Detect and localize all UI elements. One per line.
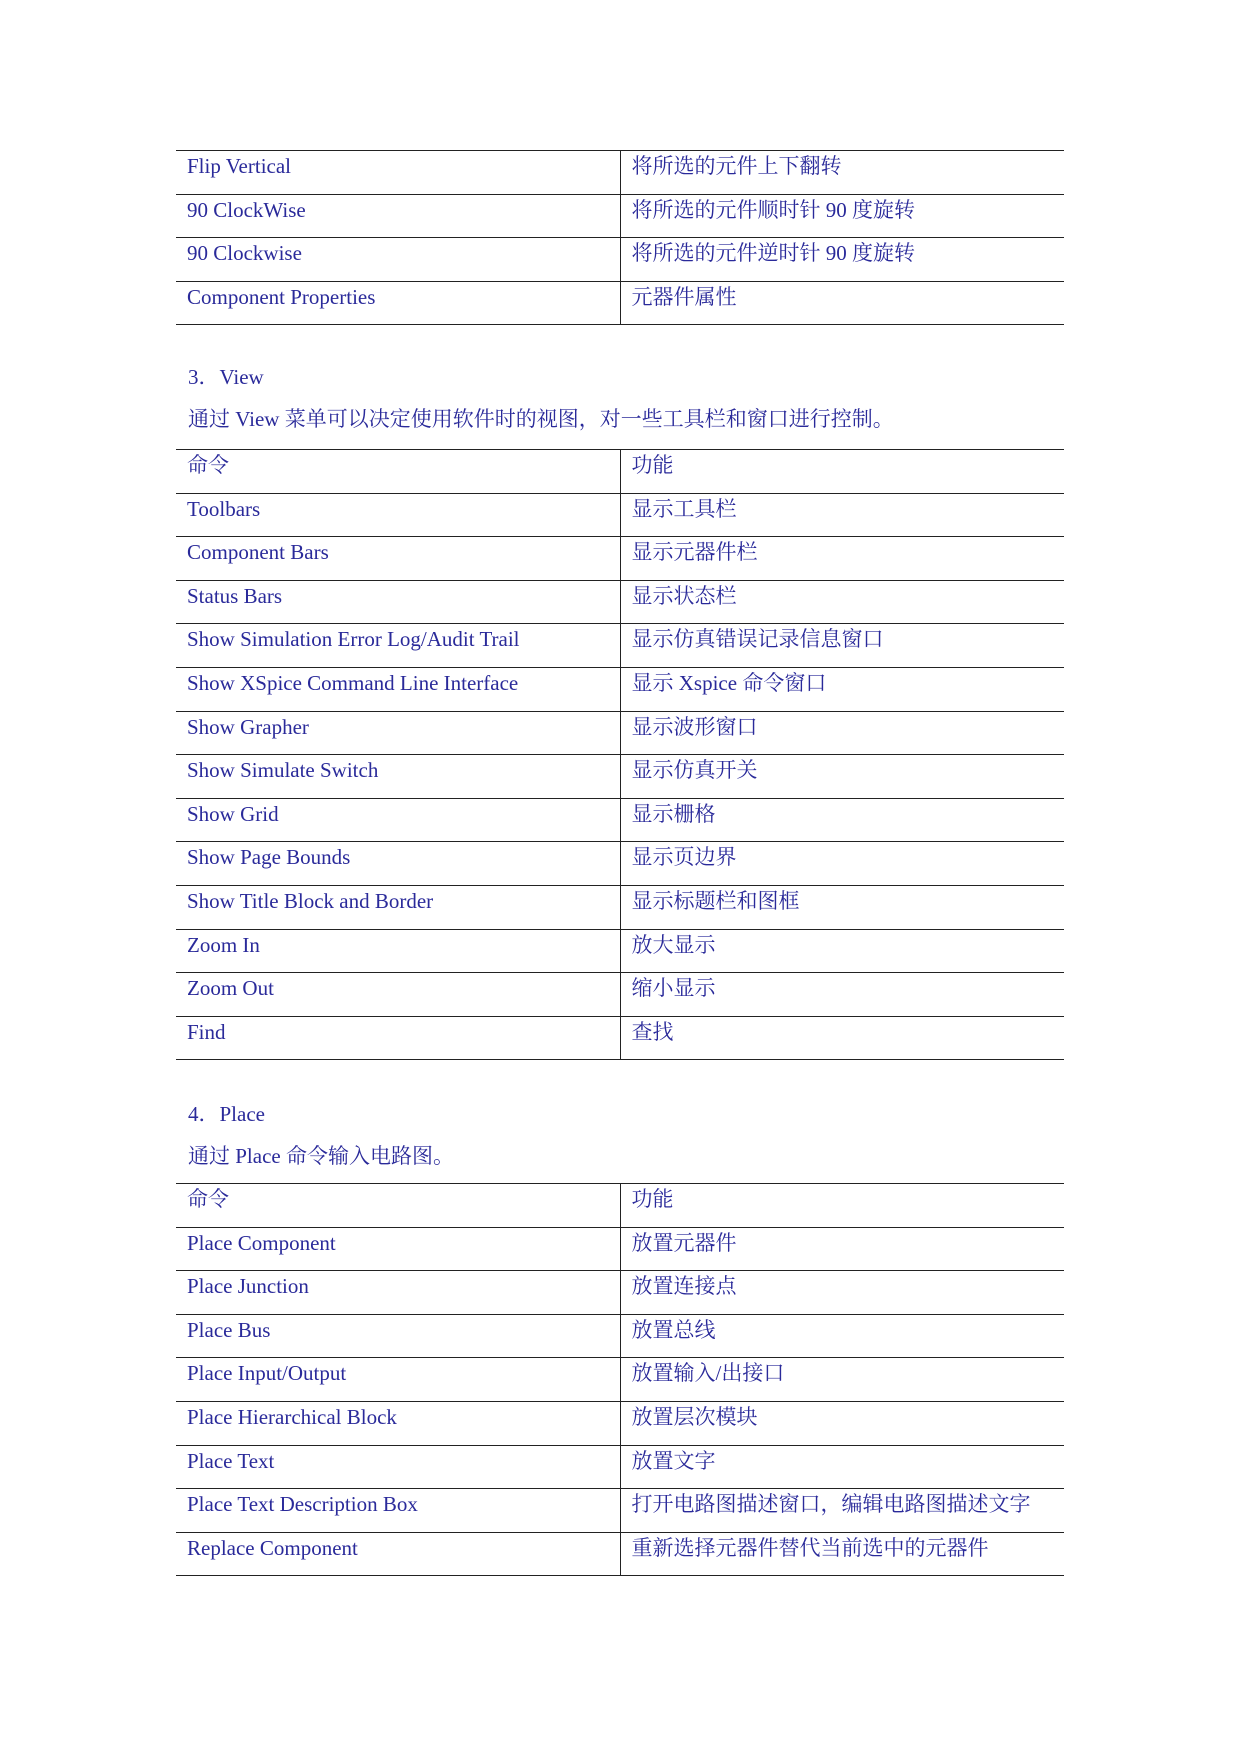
function-cell: 将所选的元件逆时针 90 度旋转 xyxy=(620,238,1064,282)
view-section-description: 通过 View 菜单可以决定使用软件时的视图，对一些工具栏和窗口进行控制。 xyxy=(188,407,894,431)
command-cell: Component Properties xyxy=(176,281,620,325)
function-cell: 显示状态栏 xyxy=(620,580,1064,624)
command-cell: Place Bus xyxy=(176,1314,620,1358)
table-row xyxy=(176,842,1064,886)
table-row xyxy=(176,973,1064,1017)
place-section-heading: 4．Place xyxy=(188,1102,265,1126)
place-commands-table xyxy=(176,1183,1064,1576)
command-cell: Replace Component xyxy=(176,1532,620,1576)
function-cell: 放置连接点 xyxy=(620,1271,1064,1315)
table-row xyxy=(176,1358,1064,1402)
function-cell: 放大显示 xyxy=(620,929,1064,973)
view-commands-table xyxy=(176,449,1064,1060)
command-cell: Flip Vertical xyxy=(176,151,620,195)
table-row xyxy=(176,885,1064,929)
command-cell: Place Text xyxy=(176,1445,620,1489)
command-cell: Show Simulate Switch xyxy=(176,755,620,799)
command-cell: Show XSpice Command Line Interface xyxy=(176,667,620,711)
table-row xyxy=(176,1016,1064,1060)
function-cell: 打开电路图描述窗口，编辑电路图描述文字 xyxy=(620,1489,1064,1533)
function-cell: 将所选的元件上下翻转 xyxy=(620,151,1064,195)
edit-commands-table xyxy=(176,150,1064,325)
table-header-row xyxy=(176,1184,1064,1228)
command-cell: Component Bars xyxy=(176,537,620,581)
table-row xyxy=(176,1532,1064,1576)
table-row xyxy=(176,798,1064,842)
table-row xyxy=(176,1271,1064,1315)
table-row xyxy=(176,624,1064,668)
table-row xyxy=(176,537,1064,581)
table-row xyxy=(176,755,1064,799)
function-cell: 显示页边界 xyxy=(620,842,1064,886)
command-cell: Show Page Bounds xyxy=(176,842,620,886)
command-cell: Find xyxy=(176,1016,620,1060)
function-cell: 元器件属性 xyxy=(620,281,1064,325)
function-cell: 显示元器件栏 xyxy=(620,537,1064,581)
function-header: 功能 xyxy=(620,1184,1064,1228)
function-cell: 显示栅格 xyxy=(620,798,1064,842)
function-cell: 查找 xyxy=(620,1016,1064,1060)
function-cell: 放置层次模块 xyxy=(620,1401,1064,1445)
table-row xyxy=(176,493,1064,537)
table-row xyxy=(176,238,1064,282)
function-cell: 将所选的元件顺时针 90 度旋转 xyxy=(620,194,1064,238)
command-cell: Show Grapher xyxy=(176,711,620,755)
function-cell: 重新选择元器件替代当前选中的元器件 xyxy=(620,1532,1064,1576)
function-cell: 放置总线 xyxy=(620,1314,1064,1358)
view-section-heading: 3．View xyxy=(188,365,264,389)
table-row xyxy=(176,1401,1064,1445)
command-cell: Place Junction xyxy=(176,1271,620,1315)
command-cell: Show Grid xyxy=(176,798,620,842)
table-row xyxy=(176,281,1064,325)
table-row xyxy=(176,194,1064,238)
function-cell: 显示 Xspice 命令窗口 xyxy=(620,667,1064,711)
command-cell: Show Simulation Error Log/Audit Trail xyxy=(176,624,620,668)
function-header: 功能 xyxy=(620,450,1064,494)
table-row xyxy=(176,1227,1064,1271)
table-header-row xyxy=(176,450,1064,494)
table-row xyxy=(176,1445,1064,1489)
command-cell: Place Hierarchical Block xyxy=(176,1401,620,1445)
function-cell: 显示仿真开关 xyxy=(620,755,1064,799)
command-cell: Show Title Block and Border xyxy=(176,885,620,929)
table-row xyxy=(176,667,1064,711)
function-cell: 放置输入/出接口 xyxy=(620,1358,1064,1402)
table-row xyxy=(176,580,1064,624)
place-section-description: 通过 Place 命令输入电路图。 xyxy=(188,1144,454,1168)
command-cell: Place Component xyxy=(176,1227,620,1271)
command-cell: Toolbars xyxy=(176,493,620,537)
function-cell: 缩小显示 xyxy=(620,973,1064,1017)
command-cell: 90 ClockWise xyxy=(176,194,620,238)
table-row xyxy=(176,711,1064,755)
function-cell: 显示波形窗口 xyxy=(620,711,1064,755)
command-cell: Place Input/Output xyxy=(176,1358,620,1402)
table-row xyxy=(176,1314,1064,1358)
table-row xyxy=(176,1489,1064,1533)
table-row xyxy=(176,929,1064,973)
table-row xyxy=(176,151,1064,195)
command-cell: Zoom In xyxy=(176,929,620,973)
command-cell: Place Text Description Box xyxy=(176,1489,620,1533)
command-header: 命令 xyxy=(176,1184,620,1228)
function-cell: 显示工具栏 xyxy=(620,493,1064,537)
command-header: 命令 xyxy=(176,450,620,494)
command-cell: Zoom Out xyxy=(176,973,620,1017)
function-cell: 放置元器件 xyxy=(620,1227,1064,1271)
function-cell: 显示标题栏和图框 xyxy=(620,885,1064,929)
function-cell: 显示仿真错误记录信息窗口 xyxy=(620,624,1064,668)
command-cell: Status Bars xyxy=(176,580,620,624)
function-cell: 放置文字 xyxy=(620,1445,1064,1489)
command-cell: 90 Clockwise xyxy=(176,238,620,282)
